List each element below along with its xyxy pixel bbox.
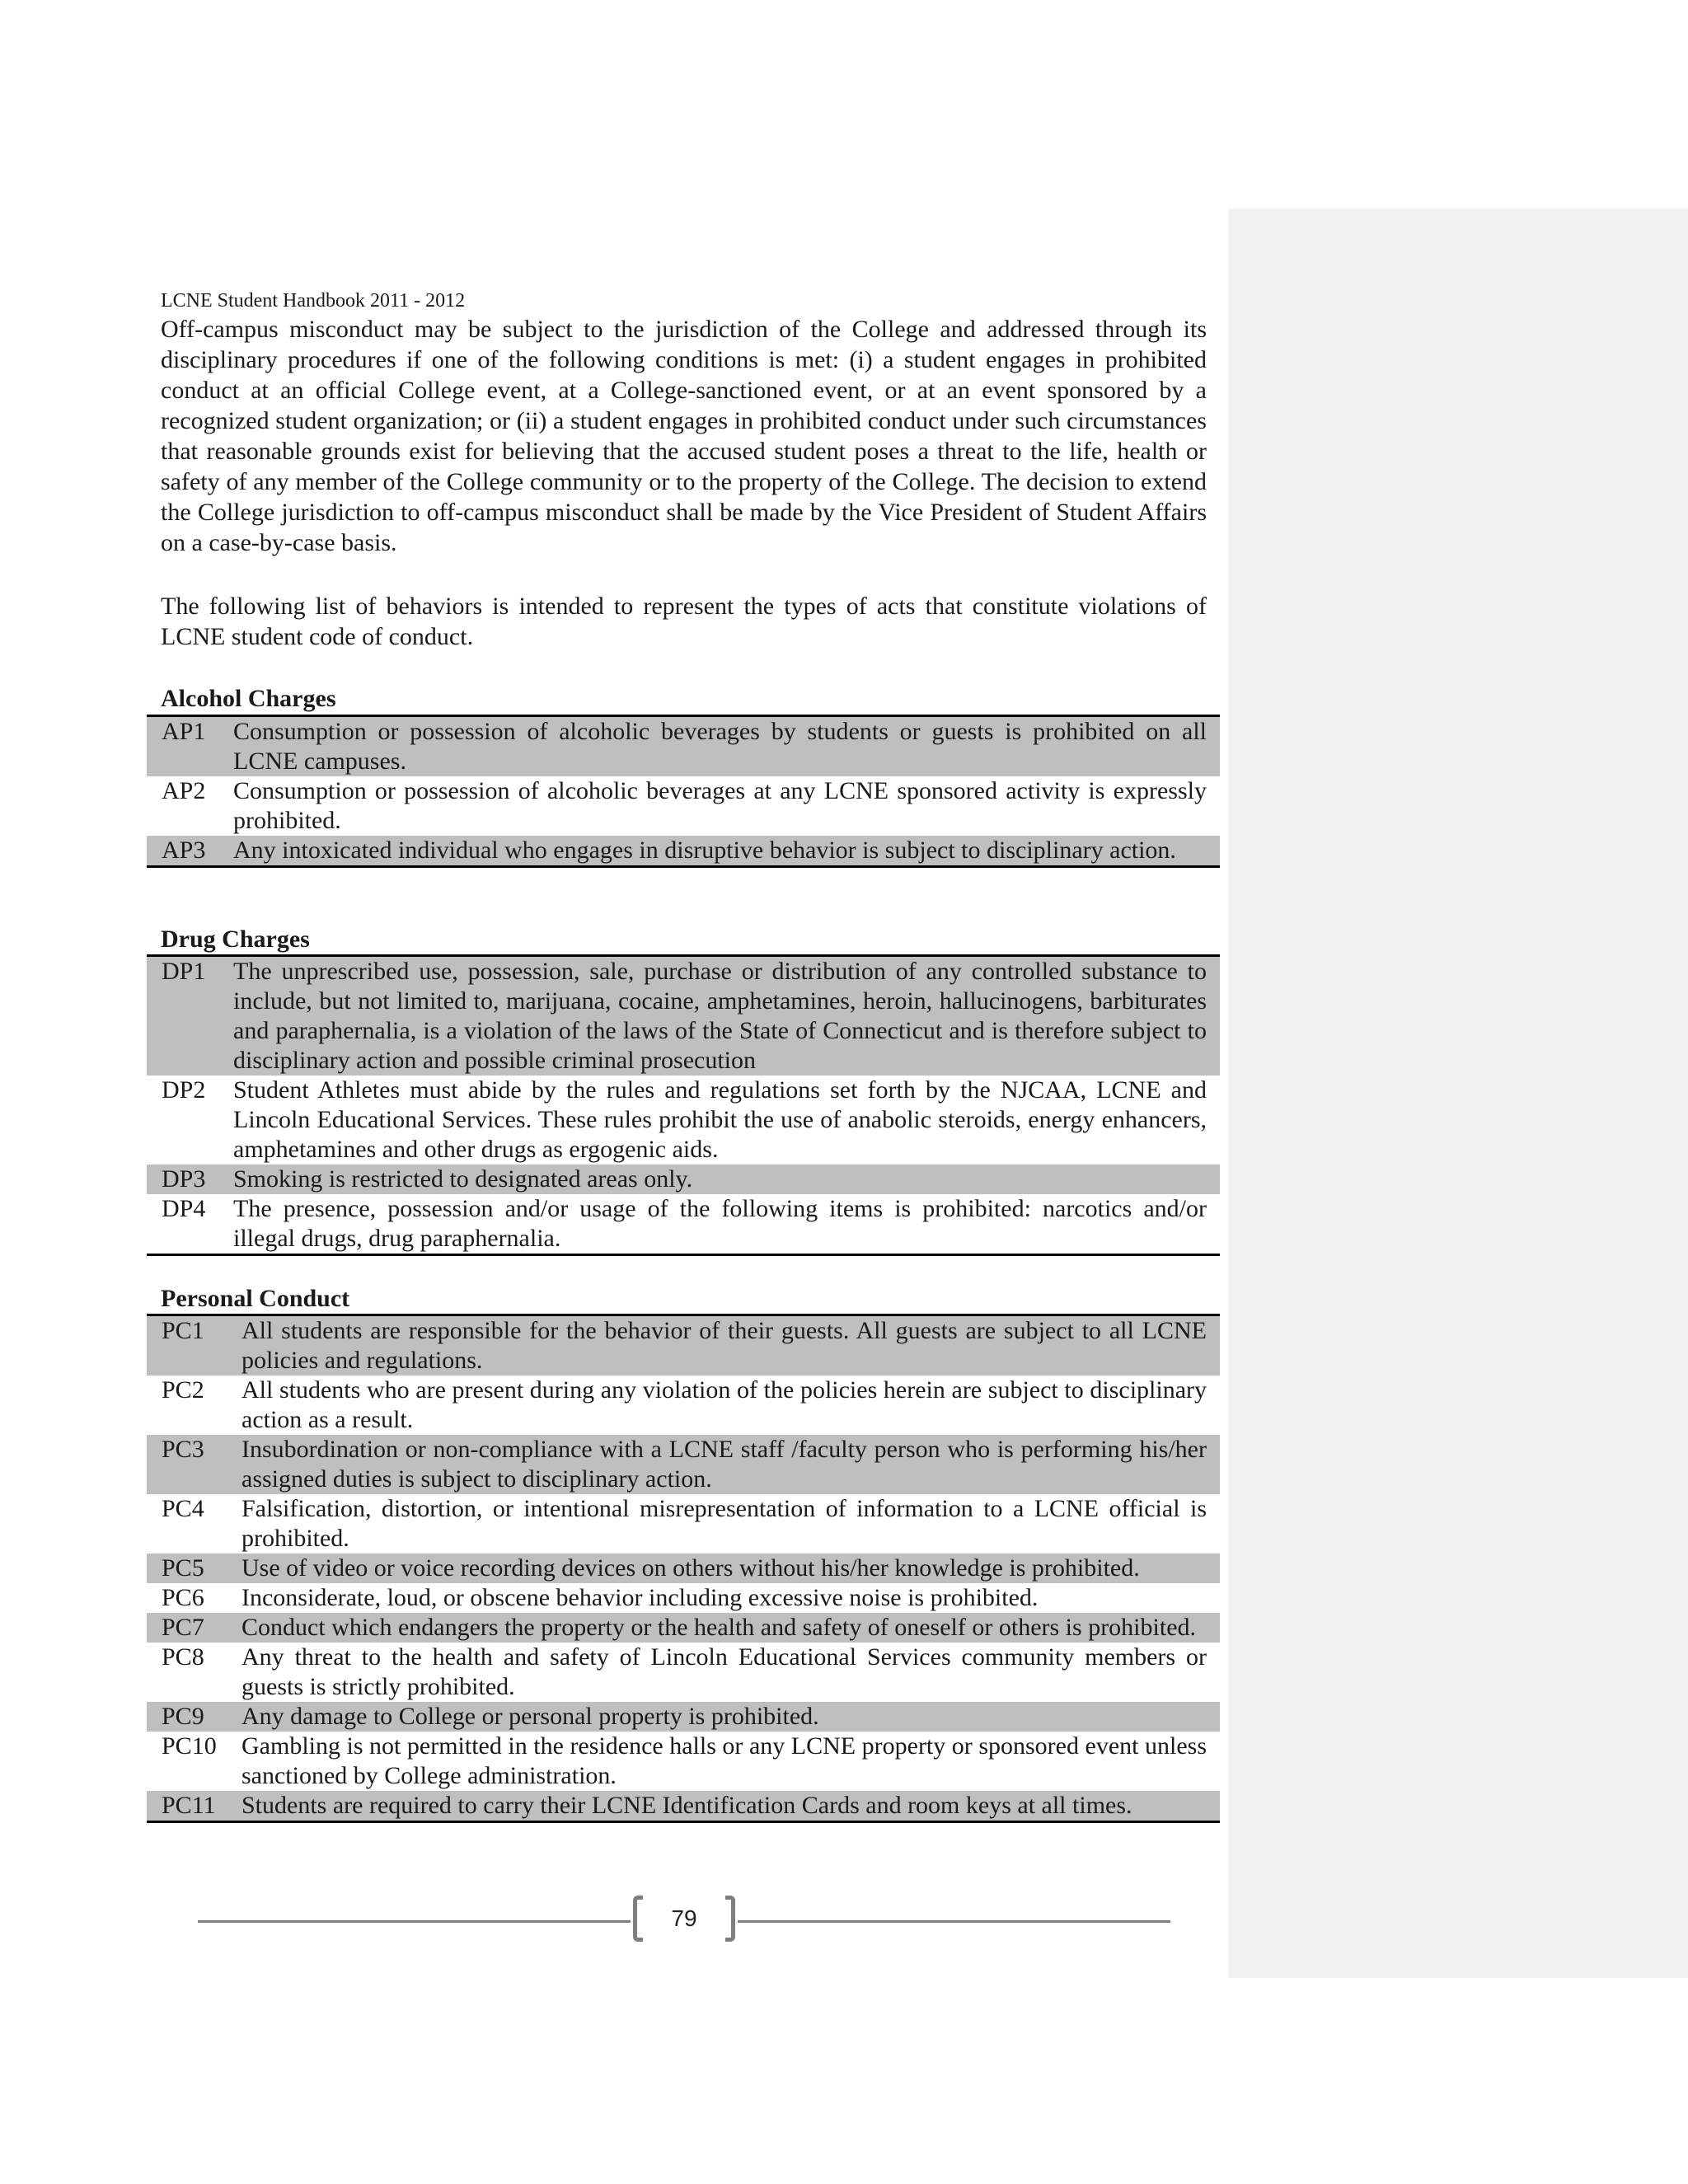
charge-code: PC6 bbox=[162, 1584, 204, 1611]
table-row bbox=[147, 1613, 1220, 1643]
charge-code: PC9 bbox=[162, 1703, 204, 1730]
table-row bbox=[147, 1732, 1220, 1791]
table-row bbox=[147, 1791, 1220, 1821]
charge-code: PC3 bbox=[162, 1436, 204, 1463]
table-row bbox=[147, 1494, 1220, 1554]
alcohol-charges-table bbox=[147, 715, 1220, 868]
charge-description: Consumption or possession of alcoholic beverages at any LCNE sponsored activity is expressly prohibited. bbox=[233, 777, 1207, 834]
intro-paragraph-behaviors: The following list of behaviors is intended to represent the types of acts that constitute violations of LCNE student code of conduct. bbox=[161, 593, 1207, 650]
table-row bbox=[147, 1165, 1220, 1194]
table-row bbox=[147, 1194, 1220, 1254]
charge-description: Use of video or voice recording devices on others without his/her knowledge is prohibited. bbox=[241, 1554, 1140, 1582]
personal-conduct-table bbox=[147, 1314, 1220, 1823]
charge-description: The presence, possession and/or usage of the following items is prohibited: narcotics and/or illegal drugs, drug paraphernalia. bbox=[233, 1195, 1207, 1252]
drug-charges-table bbox=[147, 954, 1220, 1256]
table-row bbox=[147, 1554, 1220, 1583]
charge-code: DP3 bbox=[162, 1165, 206, 1193]
charge-code: DP1 bbox=[162, 958, 206, 985]
charge-code: DP2 bbox=[162, 1076, 206, 1104]
charge-description: Student Athletes must abide by the rules and regulations set forth by the NJCAA, LCNE and Lincoln Educational Services. These rules prohibit the use of anabolic steroids, energy enhancers, amphetamines and other drugs as ergogenic aids. bbox=[233, 1076, 1207, 1163]
charge-code: AP1 bbox=[162, 718, 206, 745]
charge-description: Students are required to carry their LCNE Identification Cards and room keys at all times. bbox=[241, 1792, 1132, 1819]
charge-description: Any threat to the health and safety of Lincoln Educational Services community members or guests is strictly prohibited. bbox=[241, 1643, 1207, 1700]
table-row bbox=[147, 957, 1220, 1076]
right-bracket-icon bbox=[725, 1896, 735, 1942]
charge-code: PC4 bbox=[162, 1495, 204, 1522]
charge-code: AP3 bbox=[162, 837, 206, 864]
charge-description: Inconsiderate, loud, or obscene behavior including excessive noise is prohibited. bbox=[241, 1584, 1039, 1611]
table-row bbox=[147, 1702, 1220, 1732]
running-header: LCNE Student Handbook 2011 - 2012 bbox=[161, 290, 466, 312]
charge-description: Any damage to College or personal property is prohibited. bbox=[241, 1703, 819, 1730]
charge-code: PC10 bbox=[162, 1732, 217, 1760]
charge-code: PC11 bbox=[162, 1792, 216, 1819]
page-footer bbox=[198, 1896, 1170, 1945]
charge-description: All students who are present during any violation of the policies herein are subject to disciplinary action as a result. bbox=[241, 1376, 1207, 1433]
comments-pane bbox=[1228, 209, 1688, 1978]
charge-description: Conduct which endangers the property or the health and safety of oneself or others is prohibited. bbox=[241, 1614, 1197, 1641]
charge-code: PC5 bbox=[162, 1554, 204, 1582]
charge-code: PC1 bbox=[162, 1317, 204, 1344]
table-row bbox=[147, 1076, 1220, 1165]
left-bracket-icon bbox=[633, 1896, 643, 1942]
section-title-personal-conduct: Personal Conduct bbox=[161, 1285, 350, 1312]
footer-rule-right bbox=[738, 1920, 1170, 1923]
charge-description: Falsification, distortion, or intentional misrepresentation of information to a LCNE official is prohibited. bbox=[241, 1495, 1207, 1552]
table-row bbox=[147, 1376, 1220, 1435]
charge-description: Insubordination or non-compliance with a LCNE staff /faculty person who is performing his/her assigned duties is subject to disciplinary action. bbox=[241, 1436, 1207, 1493]
footer-rule-left bbox=[198, 1920, 631, 1923]
charge-description: The unprescribed use, possession, sale, purchase or distribution of any controlled substance to include, but not limited to, marijuana, cocaine, amphetamines, heroin, hallucinogens, barbiturates and paraphernalia, is a violation of the laws of the State of Connecticut and is therefore subject to disciplinary action and possible criminal prosecution bbox=[233, 958, 1207, 1074]
charge-description: Smoking is restricted to designated areas only. bbox=[233, 1165, 693, 1193]
charge-description: Consumption or possession of alcoholic beverages by students or guests is prohibited on all LCNE campuses. bbox=[233, 718, 1207, 775]
table-row bbox=[147, 836, 1220, 865]
charge-code: PC8 bbox=[162, 1643, 204, 1671]
table-row bbox=[147, 1643, 1220, 1702]
table-row bbox=[147, 1583, 1220, 1613]
charge-description: Gambling is not permitted in the residence halls or any LCNE property or sponsored event unless sanctioned by College administration. bbox=[241, 1732, 1207, 1789]
charge-code: DP4 bbox=[162, 1195, 206, 1222]
table-row bbox=[147, 1316, 1220, 1376]
charge-description: All students are responsible for the behavior of their guests. All guests are subject to all LCNE policies and regulations. bbox=[241, 1317, 1207, 1374]
charge-code: PC7 bbox=[162, 1614, 204, 1641]
section-title-drug: Drug Charges bbox=[161, 926, 310, 953]
intro-paragraph-jurisdiction: Off-campus misconduct may be subject to the jurisdiction of the College and addressed through its disciplinary procedures if one of the following conditions is met: (i) a student engages in prohibited conduct at an official College event, at a College-sanctioned event, or at an event sponsored by a recognized student organization; or (ii) a student engages in prohibited conduct under such circumstances that reasonable grounds exist for believing that the accused student poses a threat to the life, health or safety of any member of the College community or to the property of the College. The decision to extend the College jurisdiction to off-campus misconduct shall be made by the Vice President of Student Affairs on a case-by-case basis. bbox=[161, 316, 1207, 556]
charge-code: PC2 bbox=[162, 1376, 204, 1404]
charge-code: AP2 bbox=[162, 777, 206, 804]
table-row bbox=[147, 776, 1220, 836]
page-number: 79 bbox=[671, 1905, 697, 1931]
charge-description: Any intoxicated individual who engages in disruptive behavior is subject to disciplinary action. bbox=[233, 837, 1176, 864]
table-row bbox=[147, 1435, 1220, 1494]
table-row bbox=[147, 717, 1220, 776]
section-title-alcohol: Alcohol Charges bbox=[161, 685, 336, 712]
